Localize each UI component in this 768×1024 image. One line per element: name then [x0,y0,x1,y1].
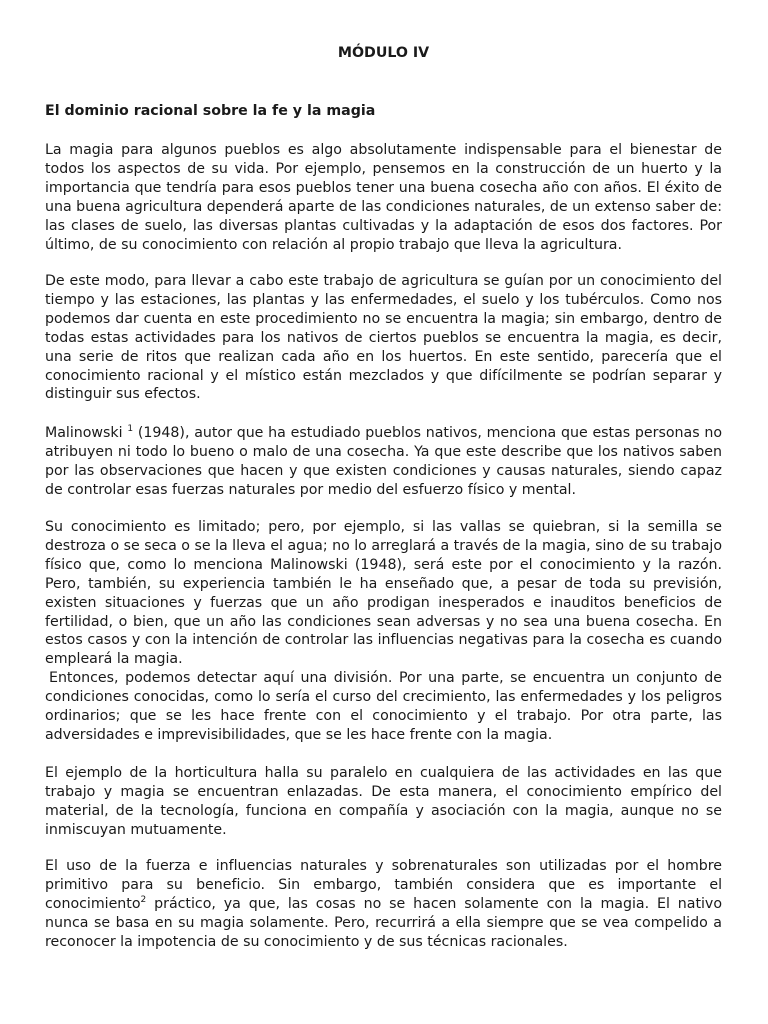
page-title: MÓDULO IV [337,45,430,61]
paragraph-5: Entonces, podemos detectar aquí una división. Por una parte, se encuentra un conjunto de condiciones conocidas, como lo sería el curso del crecimiento, las enfermedades y los peligros ordinarios; que se les hace frente con el conocimiento y el trabajo. Por otra parte, las adversidades e imprevisibilidades, que se les hace frente con la magia. [45,670,722,743]
paragraph-1: La magia para algunos pueblos es algo absolutamente indispensable para el bienestar de todos los aspectos de su vida. Por ejemplo, pensemos en la construcción de un huerto y la importancia que tendría para esos pueblos tener una buena cosecha año con años. El éxito de una buena agricultura dependerá aparte de las condiciones naturales, de un extenso saber de: las clases de suelo, las diversas plantas cultivadas y la adaptación de esos dos factores. Por último, de su conocimiento con relación al propio trabajo que lleva la agricultura. [45,142,722,253]
paragraph-3 [45,424,722,500]
footnote-marker-1: 1 [127,424,134,434]
paragraph-7-text-end: práctico, ya que, las cosas no se hacen solamente con la magia. El nativo nunca se basa en su magia solamente. Pero, recurrirá a ella siempre que se vea compelido a reconocer la impotencia de su conocimiento y de sus técnicas racionales. [45,895,722,950]
paragraph-4: Su conocimiento es limitado; pero, por ejemplo, si las vallas se quiebran, si la semilla se destroza o se seca o se la lleva el agua; no lo arreglará a través de la magia, sino de su trabajo físico que, como lo menciona Malinowski (1948), será este por el conocimiento y la razón. Pero, también, su experiencia también le ha enseñado que, a pesar de toda su previsión, existen situaciones y fuerzas que un año prodigan inesperados e inauditos beneficios de fertilidad, o bien, que un año las condiciones sean adversas y no sea una buena cosecha. En estos casos y con la intención de controlar las influencias negativas para la cosecha es cuando empleará la magia. [45,519,723,668]
footnote-marker-2: 2 [140,894,147,905]
paragraph-7 [45,857,722,952]
paragraph-7-text-start: El uso de la fuerza e influencias naturales y sobrenaturales son utilizadas por el hombre primitivo para su beneficio. Sin embargo, también considera que es importante el conocimiento [45,858,722,912]
paragraph-3-text-start: Malinowski [45,425,128,441]
section-subtitle: El dominio racional sobre la fe y la magia [45,103,376,119]
paragraph-6: El ejemplo de la horticultura halla su paralelo en cualquiera de las actividades en las que trabajo y magia se encuentran enlazadas. De esta manera, el conocimiento empírico del material, de la tecnología, funciona en compañía y asociación con la magia, aunque no se inmiscuyan mutuamente. [45,765,722,838]
paragraph-3-text-end: (1948), autor que ha estudiado pueblos nativos, menciona que estas personas no atribuyen ni todo lo bueno o malo de una cosecha. Ya que este describe que los nativos saben por las observaciones que hacen y que existen condiciones y causas naturales, siendo capaz de controlar esas fuerzas naturales por medio del esfuerzo físico y mental. [45,425,723,498]
paragraph-2: De este modo, para llevar a cabo este trabajo de agricultura se guían por un conocimiento del tiempo y las estaciones, las plantas y las enfermedades, el suelo y los tubérculos. Como nos podemos dar cuenta en este procedimiento no se encuentra la magia; sin embargo, dentro de todas estas actividades para los nativos de ciertos pueblos se encuentra la magia, es decir, una serie de ritos que realizan cada año en los huertos. En este sentido, parecería que el conocimiento racional y el místico están mezclados y que difícilmente se podrían separar y distinguir sus efectos. [45,273,722,403]
